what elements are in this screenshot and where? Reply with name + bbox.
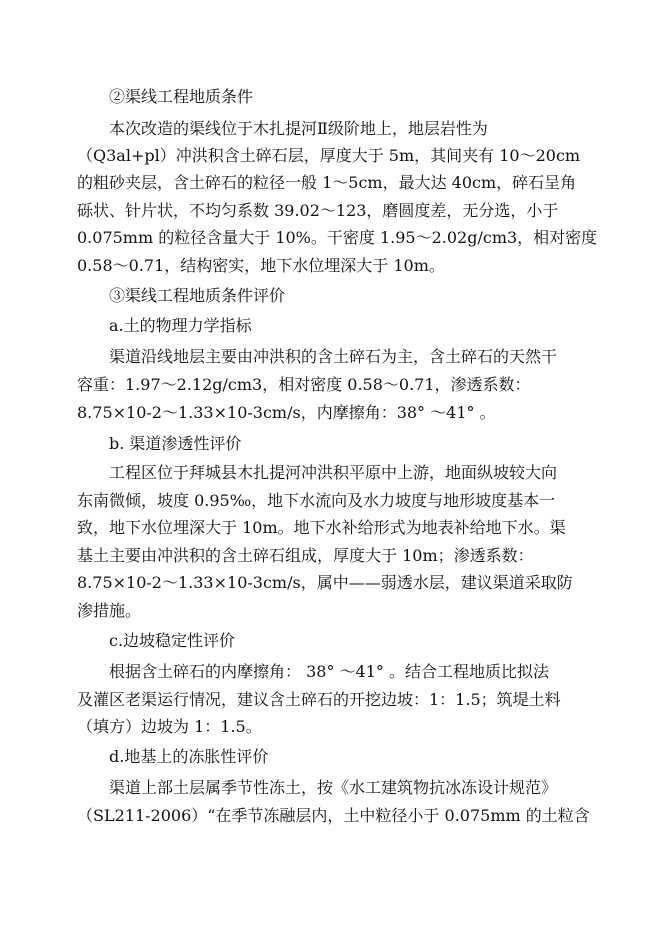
paragraph-line: （Q3al+pl）冲洪积含土碎石层，厚度大于 5m，其间夹有 10～20cm (77, 146, 581, 165)
paragraph-line: 砾状、针片状，不均匀系数 39.02～123，磨圆度差，无分选，小于 (77, 201, 559, 220)
paragraph-line: 及灌区老渠运行情况，建议含土碎石的开挖边坡：1：1.5；筑堤土料 (77, 690, 561, 709)
subheading-frost-heave: d.地基上的冻胀性评价 (109, 747, 269, 766)
paragraph-line: 的粗砂夹层，含土碎石的粒径一般 1～5cm，最大达 40cm，碎石呈角 (77, 173, 577, 192)
paragraph-line: 渗措施。 (77, 601, 142, 620)
paragraph-line: 渠道沿线地层主要由冲洪积的含土碎石为主，含土碎石的天然干 (109, 347, 558, 366)
paragraph-line: 8.75×10-2～1.33×10-3cm/s，属中——弱透水层，建议渠道采取防 (77, 573, 573, 592)
paragraph-line: 渠道上部土层属季节性冻土，按《水工建筑物抗冰冻设计规范》 (109, 778, 558, 797)
subheading-seepage: b. 渠道渗透性评价 (109, 434, 242, 453)
paragraph-line: （SL211-2006）“在季节冻融层内，土中粒径小于 0.075mm 的土粒含 (77, 806, 590, 825)
subheading-physical-indices: a.土的物理力学指标 (109, 316, 252, 335)
heading-canal-geology-evaluation: ③渠线工程地质条件评价 (109, 286, 286, 305)
paragraph-line: 基土主要由冲洪积的含土碎石组成，厚度大于 10m；渗透系数： (77, 546, 534, 565)
paragraph-line: 东南微倾，坡度 0.95‰，地下水流向及水力坡度与地形坡度基本一 (77, 491, 556, 510)
paragraph-line: 工程区位于拜城县木扎提河冲洪积平原中上游，地面纵坡较大向 (109, 463, 558, 482)
heading-canal-geology: ②渠线工程地质条件 (109, 87, 254, 106)
paragraph-line: 8.75×10-2～1.33×10-3cm/s，内摩擦角：38° ～41° 。 (77, 403, 496, 422)
paragraph-line: 容重：1.97～2.12g/cm3，相对密度 0.58～0.71，渗透系数： (77, 375, 531, 394)
paragraph-line: 0.075mm 的粒径含量大于 10%。干密度 1.95～2.02g/cm3，相对密度 (77, 228, 598, 247)
paragraph-line: 本次改造的渠线位于木扎提河Ⅱ级阶地上，地层岩性为 (109, 119, 488, 138)
paragraph-line: 根据含土碎石的内摩擦角： 38° ～41° 。结合工程地质比拟法 (109, 662, 549, 681)
subheading-slope-stability: c.边坡稳定性评价 (109, 631, 236, 650)
paragraph-line: 0.58～0.71，结构密实，地下水位埋深大于 10m。 (77, 256, 445, 275)
paragraph-line: （填方）边坡为 1：1.5。 (77, 717, 262, 736)
paragraph-line: 致，地下水位埋深大于 10m。地下水补给形式为地表补给地下水。渠 (77, 518, 566, 537)
